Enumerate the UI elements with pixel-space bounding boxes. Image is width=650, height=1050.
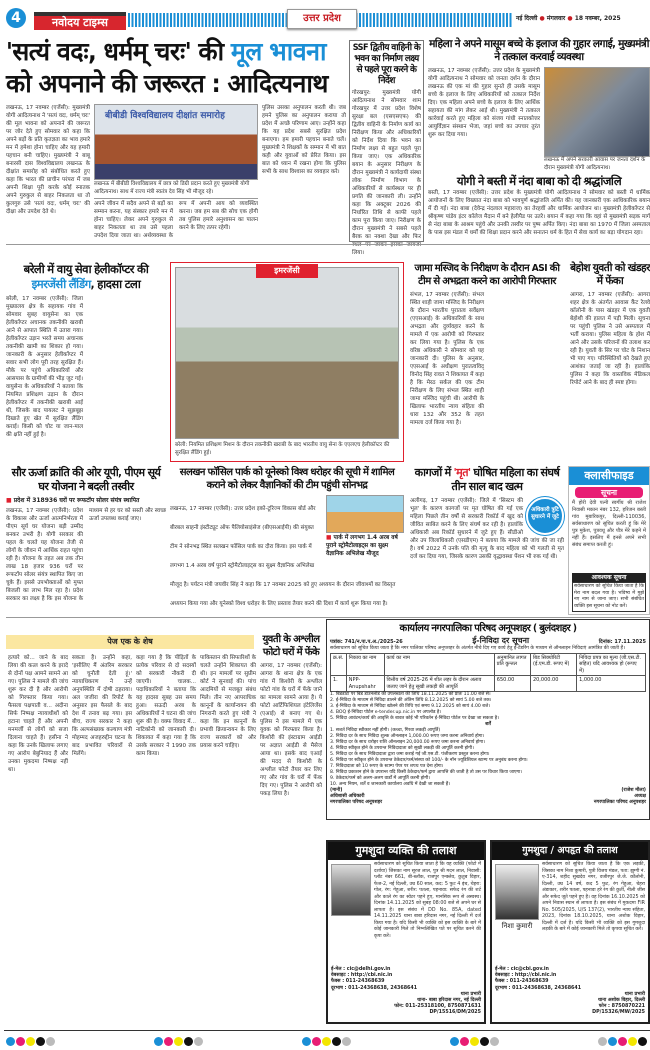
jama-article: [410, 262, 564, 462]
masthead: [0, 0, 650, 34]
lead-headline-part2: को अपनाने की जरूरत : आदित्यनाथ: [6, 69, 328, 98]
table-cell: 1.: [331, 676, 347, 692]
nanda-body: बस्ती, 17 नवम्बर (एजेंसी): उत्तर प्रदेश के मुख्यमंत्री योगी आदित्यनाथ ने सोमवार को बस्ती में धार्मिक आयोजनों के लिए विख्यात नंदा बाबा को भावपूर्ण श्रद्धांजलि अर्पित की। यह जानकारी एक आधिकारिक बयान में दी गई। नंदा बाबा (देवेन्द्र नंदलाल महाराज) का तेरहवीं और धार्मिक आयोजन था। मुख्यमंत्री हेलीकॉप्टर से श्रीकृष्ण पांडेय इंटर कॉलेज मैदान में बने हेलीपैड पर उतरे। बयान में कहा गया कि वहां से मुख्यमंत्री सड़क मार्ग से नंदा बाबा के आश्रम पहुंचे और उनकी तस्वीर पर पुष्प अर्पित किए। नंदा बाबा का 1970 में जिला अस्पताल के पास इस मंडल में धर्मों की शिक्षा प्रदान करने और सनातन धर्म के हित में सेवा कार्य का बड़ा योगदान रहा।: [428, 190, 650, 236]
bareilly-headline-line2: , हादसा टला: [90, 277, 141, 291]
dateline-date: 18 नवम्बर, 2025: [574, 15, 621, 22]
salakhan-highlight: ■ पार्क में लगभग 1.4 अरब वर्ष पुराने स्ट्रोमैटोलाइट्स का सुक्ष्म वैज्ञानिक अभिलेख मौजूद: [326, 535, 398, 557]
sign-right-2: अध्यक्ष: [634, 794, 646, 799]
tender-note: 1. बिडडाटा पर बिड डाउनलोड की उपलब्धता की तिथि 18.11.2025 को प्रातः 11.00 बजे से।: [330, 692, 491, 697]
ssf-body: गोरखपुर: मुख्यमंत्री योगी आदित्यनाथ ने सोमवार शाम गोरखपुर में उत्तर प्रदेश विशेष सुरक्षा बल (एसएसएफ) की द्वितीय वाहिनी के निर्माण कार्य का निरीक्षण किया और अधिकारियों को निर्देश दिया कि भवन का निर्माण लक्ष्य से बहुत पहले पूरा किया जाए। एक अधिकारिक बयान के अनुसार निरीक्षण के दौरान मुख्यमंत्री ने कार्यदायी संस्था लोक निर्माण विभाग के अधिकारियों से कार्यस्थल पर ही प्रगति की जानकारी ली। उन्होंने कहा कि अक्टूबर 2026 की निर्धारित तिथि से काफी पहले काम पूरा किया जाए। निरीक्षण के दौरान मुख्यमंत्री ने सबसे पहले बैरक का नक्शा देखा और फिर स्थल पर जाकर इसका जायजा लिया।: [352, 90, 421, 256]
missing2-station: थाना प्रभारी: [624, 991, 645, 997]
missing1-station-addr: थाना- बाबा हरिदास नगर, नई दिल्ली: [417, 998, 481, 1004]
missing2-title: गुमशुदा / अपहृत की तलाश: [492, 842, 648, 860]
missing2-station-addr: थाना अशोक विहार, दिल्ली: [597, 998, 645, 1004]
photo-banner-text: बीबीडी विश्वविद्यालय दीक्षांत समारोह: [105, 111, 225, 121]
notice-body: सर्वसाधारण को सूचित किया जाता है कि मेरा नाम बदल गया है। भविष्य में मुझे नए नाम से जाना जाए। सभी संबंधित व्यक्ति इस सूचना को नोट करें।: [572, 582, 646, 612]
tender-ref: पत्रांक: 741/न.पा.प.अ./2025-26: [330, 639, 403, 645]
tender-term: 3. निविदा दर के साथ धरोहर राशि ऑनलाइन 20,000.00 रूपए जमा करना अनिवार्य होगा।: [330, 740, 485, 745]
salakhan-highlight-text: पार्क में लगभग 1.4 अरब वर्ष पुराने स्ट्रोमैटोलाइट्स का सुक्ष्म वैज्ञानिक अभिलेख मौजूद: [326, 535, 398, 557]
tender-term: 2. निविदा दर के साथ निविदा शुल्क ऑनलाइन 1,000.00 रूपए जमा करना अनिवार्य होगा।: [330, 734, 485, 739]
helicopter-caption: बरेली: नियमित प्रशिक्षण मिशन के दौरान तकनीकी खराबी के बाद भारतीय वायु सेना के एएलएच हेलीकॉप्टर की सुरक्षित लैंडिंग हुई।: [175, 442, 390, 456]
helicopter-photo-box: [170, 262, 404, 462]
table-cell: NPP-Anupshahr: [346, 676, 384, 692]
page-number: 4: [6, 8, 26, 28]
bareilly-headline-blue: इमरजेंसी लैंडिंग: [31, 277, 91, 291]
lead-row: [6, 104, 346, 242]
dateline-city: नई दिल्ली: [516, 15, 538, 22]
missing1-photo: [331, 864, 371, 916]
bareilly-headline-line1: बरेली में वायु सेवा हेलीकॉप्टर की: [23, 262, 149, 276]
lead-body-left: लखनऊ, 17 नवम्बर (एजेंसी): मुख्यमंत्री योगी आदित्यनाथ ने 'सत्यं वदः, धर्मम् चरः' की मूल भावना को अपनाने की जरूरत पर जोर देते हुए सोमवार को कहा कि अपने बड़ों के प्रति कृतज्ञता का भाव हमारे मन में हमेशा होना चाहिए और यह हमारी पहचान बनी चाहिए। मुख्यमंत्री ने बाबू बनारसी दास विश्वविद्यालय लखनऊ के दीक्षांत समारोह को संबोधित करते हुए कहा कि भारत की प्राचीन परंपरा में जब अपनी शिक्षा पूरी करके कोई स्नातक अपने गुरुकुल से बाहर निकलता था तो कुलगुरु उसे 'सत्यं वदः, धर्मम् चरः' की दीक्षा और उपदेश देते थे।: [6, 105, 91, 215]
mrit-headline: [410, 466, 564, 494]
mother-headline: महिला ने अपने मासूम बच्चे के इलाज की गुहार लगाई, मुख्यमंत्री ने तत्काल करवाई व्यवस्था: [429, 38, 649, 63]
mrit-headline-part2: घोषित महिला का संघर्ष तीन साल बाद खत्म: [451, 466, 560, 493]
table-cell: 20,000.00: [530, 676, 576, 692]
missing1-code: DP/15516/DM/2025: [429, 1010, 481, 1016]
mrit-article: [410, 466, 564, 614]
lead-article: [6, 36, 346, 242]
missing2-contact: फैक्स : 011-24368639: [495, 979, 549, 985]
behosh-body: आगरा, 17 नवम्बर (एजेंसी): आगरा शहर क्षेत्र के अंतर्गत आवास कैंट रेलवे कॉलोनी के पास खंडहर में एक युवती बेहोशी की हालत में पड़ी मिली। सूचना पर पहुंची पुलिस ने उसे अस्पताल में भर्ती कराया। पुलिस महिला के होश में आने और उसके परिजनों की तलाश कर रही है। युवती के सिर पर चोट के निशान भी पाए गए। परिस्थितियों को देखते हुए आशंका जताई जा रही है। हालांकि पुलिस ने कहा कि वास्तविक मेडिकल रिपोर्ट आने के बाद ही स्पष्ट होगा।: [570, 292, 650, 386]
convocation-photo: [94, 104, 258, 180]
classified-title: क्लासीफाइड: [569, 467, 649, 485]
missing2-photo: [495, 864, 539, 920]
helicopter-photo: [175, 267, 399, 439]
jama-body: संभल, 17 नवम्बर (एजेंसी): संभल स्थित शाही जामा मस्जिद के निरीक्षण के दौरान भारतीय पुरातत्व सर्वेक्षण (एएसआई) के अधिकारियों के साथ अभद्रता और दुर्व्यवहार करने के मामले में एक आरोपी को गिरफ्तार कर लिया गया है। पुलिस के एक वरिष्ठ अधिकारी ने सोमवार को यह जानकारी दी। पुलिस के अनुसार, एएसआई के अधीक्षण पुरातत्वविद् विनोद सिंह रावत ने शिकायत में कहा है कि मेरठ सर्कल की एक टीम निरीक्षण के लिए संभल स्थित शाही जामा मस्जिद पहुंची थी। आरोपी के खिलाफ भारतीय न्याय संहिता की धारा 132 और 352 के तहत मामला दर्ज किया गया है।: [410, 292, 484, 426]
shesh-col3: कहा गया है कि पीड़ितों के प्रत्येक परिवार से दो सदस्यों को सरकारी नौकरी दी जाएगी। चालक... पदाधिकारियों ने बताया कि यह हादसा सुबह उस समय हुआ। सऊदी अरब के अधिकारियों ने घटना की जांच शुरू की है। वक्फ विवाद में... नाटिकोनी को जानकारी दी। शिकायत में कहा गया है कि उसके सरकार ने 1990 तक काम किया।: [136, 655, 196, 757]
classified-box: [568, 466, 650, 615]
saur-body: लखनऊ, 17 नवम्बर (एजेंसी): प्रदेश के विकास और ऊर्जा आत्मनिर्भरता में पीएम सूर्य घर योजना बड़ी उम्मीद बनकर उभरी है। योगी सरकार की पहल के चलते यह योजना तेजी से लोगों के जीवन में आर्थिक राहत पहुंचा रही है। योजना के तहत अब तक तीन लाख 18 हजार 936 घरों पर रूफटॉप सोलर संयंत्र स्थापित किए जा चुके हैं। इससे उपभोक्ताओं को मुफ्त बिजली का लाभ मिल रहा है। प्रदेश सरकार का लक्ष्य है कि इस योजना के माध्यम से हर घर को सस्ती और स्वच्छ ऊर्जा उपलब्ध कराई जाए।: [6, 508, 166, 602]
tender-notice: [326, 619, 650, 820]
classified-subtitle: सूचना: [575, 487, 643, 498]
tender-term: 6. निविदा पर स्वीकृत होने के उपरान्त ठेकेदार/फर्म/संस्था को 100/- के नॉन ज्यूडिशियल स्टाम्प पर अनुबंध करना होगा।: [330, 758, 528, 763]
salakhan-body: लखनऊ, 17 नवम्बर (एजेंसी): उत्तर प्रदेश इको-टूरिज्म विकास बोर्ड और बीरबल साहनी इंस्टीट्यूट ऑफ पैलियोसाइंसेज (बीएसआईपी) की संयुक्त टीम ने सोनभद्र स्थित सलखन फॉसिल पार्क का दौरा किया। इस पार्क में लगभग 1.4 अरब वर्ष पुराने स्ट्रोमैटोलाइट्स का सुक्ष्म वैज्ञानिक अभिलेख मौजूद है। पर्यटन मंत्री जयवीर सिंह ने कहा कि 17 नवम्बर 2025 को हुए अध्ययन के दौरान जीवाश्मों का विस्तृत अध्ययन किया गया और यूनेस्को विश्व धरोहर के लिए प्रस्ताव तैयार करने की दिशा में कार्य शुरू किया गया है।: [170, 506, 396, 607]
saur-subhead-text: प्रदेश में 318936 घरों पर रूफटॉप सोलर संयंत्र स्थापित: [13, 497, 140, 504]
tender-table: [330, 653, 646, 693]
shesh-col4: पाकिस्तान की सिफारिशों के चलते उन्होंने शिकायत की थी। इन मामलों पर सुप्रीम कोर्ट ने सुनवाई की। पांच आदमियों से मजबूत संबंध मिले। तीन नए आपराधिक कानूनों के कार्यान्वयन की निगरानी करते हुए मंत्री ने कहा कि इन कानूनों के प्रभावी क्रियान्वयन के लिए राज्य सरकारों को और प्रयास करने चाहिए।: [200, 655, 256, 749]
col-header: कार्य का नाम: [384, 653, 494, 676]
table-cell: 1,000.00: [577, 676, 646, 692]
mother-row: [428, 67, 650, 172]
missing1-contact: फैक्स : 011-24368639: [331, 979, 385, 985]
table-row: [331, 676, 646, 692]
sign-left-2: अधिशासी अधिकारी: [330, 794, 365, 799]
missing1-phone: फोन: 011-25318100, 8750871631: [394, 1004, 481, 1010]
saur-article: [6, 466, 166, 614]
missing2-body: सर्वसाधारण को सूचित किया जाता है कि एक लड़की, जिसका नाम निशा कुमारी, पुत्री विजय मंडल, पता: झुग्गी नं. ए-314, शहीद सुखदेव नगर, वजीरपुर जे.जे. कॉलोनी, दिल्ली, उम्र 14 वर्ष, कद 5 फुट, रंग गेहुआ, चेहरा अंडाकार, शरीर पतला, पहनावा हरे रंग की कुर्ती, नीली जींस और सफेद जूते पहने हुए है। वह दिनांक 16.10.2025 को अपने निवास स्थान से लापता है। इस संबंध में मुकदमा FIR No. 505/2025, U/S 137(2), भारतीय न्याय संहिता, 2023, दिनांक 18.10.2025, थाना अशोक विहार, दिल्ली में दर्ज है। यदि किसी भी व्यक्ति को इस गुमशुदा लड़की के बारे में कोई जानकारी मिले तो कृपया सूचित करें।: [542, 862, 645, 932]
bareilly-body: बरेली, 17 नवम्बर (एजेंसी): जिला मुख्यालय क्षेत्र के सहायक गांव में सोमवार सुबह वायुसेना का एक हेलीकॉप्टर अचानक तकनीकी खराबी आने से आपात स्थिति में उतारा गया। हेलीकॉप्टर उड़ान भरते समय अचानक तकनीकी खामी का शिकार हो गया। जानकारी के अनुसार हेलीकॉप्टर में सवार सभी लोग पूरी तरह सुरक्षित हैं। मौके पर पहुंचे अधिकारियों और आसपास के ग्रामीणों की भीड़ जुट गई। वायुसेना के अधिकारियों ने बताया कि नियमित प्रशिक्षण उड़ान के दौरान हेलीकॉप्टर में तकनीकी खराबी आई थी, जिसके बाद पायलट ने सूझबूझ दिखाते हुए खेत में सुरक्षित लैंडिंग कराई। किसी को चोट या जान-माल की क्षति नहीं हुई है।: [6, 296, 83, 438]
ssf-article: [349, 40, 424, 256]
ssf-headline: SSF द्वितीय वाहिनी के भवन का निर्माण लक्ष्य से पहले पूरा करने के निर्देश: [352, 43, 421, 86]
dateline: नई दिल्ली ● मंगलवार ● 18 नवम्बर, 2025: [516, 15, 621, 22]
tender-office: कार्यालय नगरपालिका परिषद अनूपशहर ( बुलंदशहर ): [399, 623, 577, 634]
col-header: क्र.सं.: [331, 653, 347, 676]
salakhan-headline: सलखन फॉसिल पार्क को यूनेस्को विश्व धरोहर की सूची में शामिल कराने को लेकर वैज्ञानिकों की टीम पहुंची सोनभद्र: [179, 467, 395, 491]
mrit-headline-part1: कागजों में: [414, 466, 454, 479]
missing1-contact: दूरभाष : 011-24368638, 24368641: [331, 985, 418, 991]
col-header: बिड सिक्योरिटी (ई.एम.डी. रूपए में): [530, 653, 576, 676]
tender-title: ई-निविदा दर सूचना: [472, 636, 530, 645]
mother-body: लखनऊ, 17 नवम्बर (एजेंसी): उत्तर प्रदेश के मुख्यमंत्री योगी आदित्यनाथ ने सोमवार को जनता दर्शन के दौरान लखनऊ की एक मां की गुहार सुनते ही उसके मासूम बच्चे के इलाज के लिए अधिकारियों को तत्काल निर्देश दिए। एक महिला अपने बच्चे के इलाज के लिए आर्थिक सहायता की मांग लेकर आई थी। मुख्यमंत्री ने तत्काल कार्रवाई करते हुए महिला को संजय गांधी स्नातकोत्तर आयुर्विज्ञान संस्थान भेजा, जहां बच्चे का उपचार तुरंत शुरू कर दिया गया।: [428, 68, 540, 138]
mrit-headline-red: 'मृत': [453, 466, 471, 479]
missing2-phone: फोन : 8750870221: [598, 1004, 645, 1010]
table-cell: वित्तीय वर्ष 2025-26 में शीत लहर के दौरान अलाव जलाए जाने हेतु सूखी लकड़ी की आपूर्ति: [384, 676, 494, 692]
table-cell: 650.00: [494, 676, 530, 692]
notice-title: आवश्यक सूचना: [572, 573, 646, 582]
lead-body-right: पुलिस उसका अनुपालन करती थी। जब हमने पुलिस का अनुपालन कराया तो प्रदेश में अच्छे परिणाम आए। उन्होंने कहा कि यह प्रदेश सबसे सुरक्षित प्रदेश बनाएगा। हम हमारी पहचान बनाते चलें। मुख्यमंत्री ने शिक्षकों के सम्मान में भी बात कही और युवाओं को प्रेरित किया। इस बात को ध्यान में रखना होगा कि पुलिस सभी के साथ विश्वास का व्यवहार करे।: [262, 105, 346, 175]
missing2-contact: वेबसाइट : http://cbi.nic.in: [495, 973, 557, 979]
tender-term: 5. निविदा दर के साथ निविदादाता द्वारा जमा कराई गई जी.एस.टी. पंजीकरण प्रस्तुत करना होगा।: [330, 752, 490, 757]
jama-headline: जामा मस्जिद के निरीक्षण के दौरान ASI की टीम से अभद्रता करने का आरोपी गिरफ्तार: [414, 263, 560, 287]
missing-girl-notice: [490, 840, 650, 1024]
yuvati-headline: युवती के अश्लील फोटो घरों में फेंके: [262, 634, 320, 658]
tender-term: 7. निविदादाता को 10 रूपए के स्टाम्प पेपर पर शपथ पत्र देना होगा।: [330, 764, 444, 769]
convocation-caption: लखनऊ में बीबीडी विश्वविद्यालय में छात्र को डिग्री प्रदान करते हुए मुख्यमंत्री योगी आदित्यनाथ। साथ में राज्य मंत्री स्वतंत्र देव सिंह भी मौजूद रहे।: [94, 181, 250, 195]
missing1-contact: वेबसाइट : http://cbi.nic.in: [331, 973, 393, 979]
classified-body: मैं होरी देवी पत्नी स्वर्गीय श्री राजेश निवासी मकान नंबर 132, हरिजन बस्ती गांव मुबारिकपुर, दिल्ली-110036, सर्वसाधारण को सूचित करती हूं कि मेरे पुत्र मुकेश, पुत्रवधू और पौत्र मेरे कहने में नहीं हैं। इसलिए मैं इनसे अपने सभी संबंध समाप्त करती हूं।: [572, 500, 646, 548]
missing1-body: सर्वसाधारण को सूचित किया जाता है कि यह व्यक्ति (फोटो में दर्शाया) जिसका नाम सूरज लाल, पुत्र श्री मदन लाल, निवासी: प्लॉट नंबर 661, बी-ब्लॉक, राजपुर एन्क्लेव, कुतुब विहार, फेज-2, नई दिल्ली, उम्र 60 साल, कद: 5 फुट 4 इंच, चेहरा: गोल, रंग: गेहुआ, शरीर: पतला, पहनावा: सफेद रंग की शर्ट और काले रंग का स्वेटर पहने हुए, मानसिक रूप से अस्वस्थ। दिनांक 14.11.2025 को सुबह 08:00 बजे से अपने घर से लापता है। इस संबंध में DD No. 85A, dated 14.11.2025 थाना बाबा हरिदास नगर, नई दिल्ली में दर्ज किया गया है। यदि किसी भी व्यक्ति को इस व्यक्ति के बारे में कोई जानकारी मिले तो निम्नलिखित पते पर सूचित करने की कृपा करें।: [374, 862, 481, 939]
dateline-day: मंगलवार: [546, 15, 566, 22]
tender-term: 4. निविदा स्वीकृत होने के उपरान्त निविदादाता को सूखी लकड़ी की आपूर्ति करनी होगी।: [330, 746, 474, 751]
saur-headline: सौर ऊर्जा क्रांति की ओर यूपी, पीएम सूर्य घर योजना ने बदली तस्वीर: [11, 466, 161, 493]
saur-subhead: ■ प्रदेश में 318936 घरों पर रूफटॉप सोलर संयंत्र स्थापित: [6, 497, 140, 504]
mother-photo-caption: लखनऊ में अपने सरकारी आवास पर जनता दर्शन के दौरान मुख्यमंत्री योगी आदित्यनाथ।: [544, 157, 646, 171]
tender-note: 5. निविदा आवंटन/कार्य की आवृत्ति के बावत कोई भी परिवर्तन ई-निविदा पोर्टल पर देखा जा सकता है।: [330, 716, 499, 721]
tender-note: 3. ई-निविदा के माध्यम से निविदा खोलने की तिथि एवं समय 9.12.2025 को सायं 4.00 बजे।: [330, 704, 491, 709]
lead-body-below: अपने जीवन में सदैव अपने से बड़ों का सम्मान करना, यह संस्कार हमारे मन में होना चाहिए। लेकर अपने गुरुकुल से बाहर निकलता था तब उसे पहला उपदेश दिया जाता था। अर्थव्यवस्था के रूप में अपनी आय को व्यवस्थित करना। जब हम सब की सोच एक होगी तब पुलिस हमारे अनुशासन का पालन करने के लिए तत्पर रहेगी।: [94, 198, 258, 242]
missing1-title: गुमशुदा व्यक्ति की तलाश: [328, 842, 484, 860]
salakhan-figure: [326, 495, 404, 558]
tender-intro: सर्वसाधारण को सूचित किया जाता है कि नगर पालिका परिषद अनूपशहर के अंतर्गत नीचे दिए गए कार्य हेतु ई-टेंडरिंग के माध्यम से ऑनलाइन निविदाएं आमंत्रित की जाती हैं।: [330, 646, 625, 651]
behosh-article: [570, 262, 650, 462]
tender-note: 2. ई-निविदा के माध्यम से निविदा डालने की अंतिम तिथि 8.12.2025 को सायं 5.00 बजे तक।: [330, 698, 492, 703]
tender-date: दिनांक: 17.11.2025: [598, 639, 646, 645]
section-tab: उत्तर प्रदेश: [287, 9, 357, 29]
bareilly-article: [6, 262, 166, 462]
sign-right-1: (राजेश मौला): [621, 788, 646, 793]
shesh-col2: सकता है। उन्होंने कहा, 'इसीलिए मैं अंतरिम सरकार को चुनौती देती हूं।' न्यायाधिकरण ने उन्हें अनुपस्थिति में दोषी ठहराया। अल जजीरा की रिपोर्ट के अनुसार इस फैसले के बाद देश में तनाव बढ़ गया। इस बीच, राज्य सरकार ने कहा कि अल्पसंख्यक कल्याण मंत्री मोहम्मद अजहरुद्दीन घटना के बाद प्रभावित परिवारों से मिलेंगे।: [72, 655, 132, 757]
mother-photo-column: [544, 67, 650, 172]
missing2-contact: ई-मेल : cic@cbi.gov.in: [495, 967, 549, 972]
emergency-tag: इमरजेंसी: [256, 264, 318, 278]
fossil-illustration: [326, 495, 404, 533]
lead-headline-blue: मूल भावना: [230, 37, 326, 66]
tender-notes: [330, 692, 646, 788]
tender-note: 4. BOQ ई-निविदा पोर्टल e-tender.up.nic.in पर अपलोड है।: [330, 710, 442, 715]
yuvati-article: [260, 633, 322, 833]
lead-photo-column: [94, 104, 258, 242]
registration-marks: [4, 1030, 650, 1040]
tender-term: 8. निविदा प्रकाशन होने के उपरान्त यदि किसी ठेकेदार/फर्म द्वारा आपत्ति की जाती है तो उस पर विचार किया जाएगा।: [330, 770, 523, 775]
brand-logo: नवोदय टाइम्स: [34, 12, 126, 30]
sign-right-3: नगरपालिका परिषद अनूपशहर: [593, 800, 646, 805]
salakhan-article: [170, 466, 404, 614]
tender-term: 9. ठेकेदार/फर्म को अलग-अलग वार्डों में आपूर्ति करनी होगी।: [330, 776, 430, 781]
nanda-headline: योगी ने बस्ती में नंदा बाबा को दी श्रद्धांजलि: [456, 174, 622, 188]
mrit-content: [410, 497, 564, 614]
tender-term: 1. सशर्त निविदा स्वीकार नहीं होगी। (कच्चा, गिरवा लकड़ी आपूर्ति): [330, 728, 441, 733]
bareilly-headline: [6, 262, 166, 292]
divider: [6, 244, 650, 245]
shesh-banner: पेज एक के शेष: [6, 635, 254, 649]
nanda-article: [428, 174, 650, 242]
mrit-badge: अधिकारी त्रुटि सुधारने में जुटे: [526, 497, 564, 535]
shesh-col1: हत्यारे को... जाने के बाद लिया की कत्ल करने के इरादे से दोनों पक्ष आमने सामने आ गए। पुलिस ने मामले की जांच शुरू कर दी है और आरोपी को गिरफ्तार किया गया। फैसला पक्षपाती व... अदीना सिर्फ निष्पक्ष न्यायाधीशों को हटाना चाहते हैं और अपनी मनमर्जी से लोगों को सजा दिलाना चाहते हैं। हसीना ने कहा कि उनके खिलाफ लगाए गए आरोप बेबुनियाद हैं और उनका मुकदमा निष्पक्ष नहीं था।: [8, 655, 68, 773]
salakhan-content: [170, 495, 404, 614]
missing-person-notice: [326, 840, 486, 1024]
behosh-headline: बेहोश युवती को खंडहर में फेंका: [570, 262, 650, 287]
lead-headline: [6, 36, 346, 100]
tender-table-header: [331, 653, 646, 676]
mother-article: [428, 38, 650, 172]
sign-left-1: (मानी): [330, 788, 343, 793]
col-header: अनुमानित लागत प्रति कुन्तल: [494, 653, 530, 676]
missing2-code: DP/15326/MW/2025: [592, 1010, 645, 1016]
divider: [6, 617, 650, 618]
mrit-body: अलीगढ़, 17 नवम्बर (एजेंसी): जिले में 'सिस्टम की भूल' के कारण कागजों पर मृत घोषित की गई एक महिला पिछले तीन वर्षों से सरकारी रिकॉर्ड में खुद को जीवित साबित करने के लिए संघर्ष कर रही है। हालांकि अधिकारी अब रिकॉर्ड सुधारने में जुटे हुए हैं। सीडीओ और उप जिलाधिकारी (एसडीएम) ने बताया कि मामले की जांच की जा रही है। वर्ष 2022 में उनके पति की मृत्यु के बाद महिला को भी गलती से मृत दर्ज कर दिया गया, जिसके कारण उसकी वृद्धावस्था पेंशन भी रुक गई थी।: [410, 498, 564, 560]
missing2-name: निशा कुमारी: [501, 922, 533, 930]
sign-left-3: नगरपालिका परिषद अनूपशहर: [330, 800, 383, 805]
missing1-station: थाना प्रभारी: [460, 991, 481, 997]
missing2-contact: दूरभाष : 011-24368638, 24368641: [495, 985, 582, 991]
janata-darshan-photo: [544, 67, 650, 157]
lead-headline-part1: 'सत्यं वदः, धर्मम् चरः' की: [6, 37, 231, 66]
col-header: निविदा प्रपत्र का मूल्य (जी.एस.टी. सहित) यदि आवश्यक हो (रूपए में): [577, 653, 646, 676]
missing1-contact: ई-मेल : cic@delhi.gov.in: [331, 967, 391, 972]
tender-terms-title: शर्तें: [485, 722, 491, 727]
tender-term: 10. अन्य नियम, शर्तें व जानकारी कार्यालय अवधि में देखी जा सकती हैं।: [330, 782, 450, 787]
yuvati-body: आगरा, 17 नवम्बर (एजेंसी): आगरा के थाना क्षेत्र के एक गांव में किशोरी के अश्लील फोटो गांव के घरों में फेंके जाने का मामला सामने आया है। ये फोटो आर्टिफिशियल इंटेलिजेंस (एआई) से बनाए गए थे। पुलिस ने इस मामले में एक युवक को गिरफ्तार किया है। किशोरी की इंस्टाग्राम आईडी पर अज्ञात आईडी से मैसेज आया था। इसके बाद एआई की मदद से किशोरी के अश्लील फोटो तैयार कर लिए गए और गांव के घरों में फेंक दिए गए। पुलिस ने आरोपी को पकड़ लिया है।: [260, 663, 322, 797]
col-header: निकाय का नाम: [346, 653, 384, 676]
